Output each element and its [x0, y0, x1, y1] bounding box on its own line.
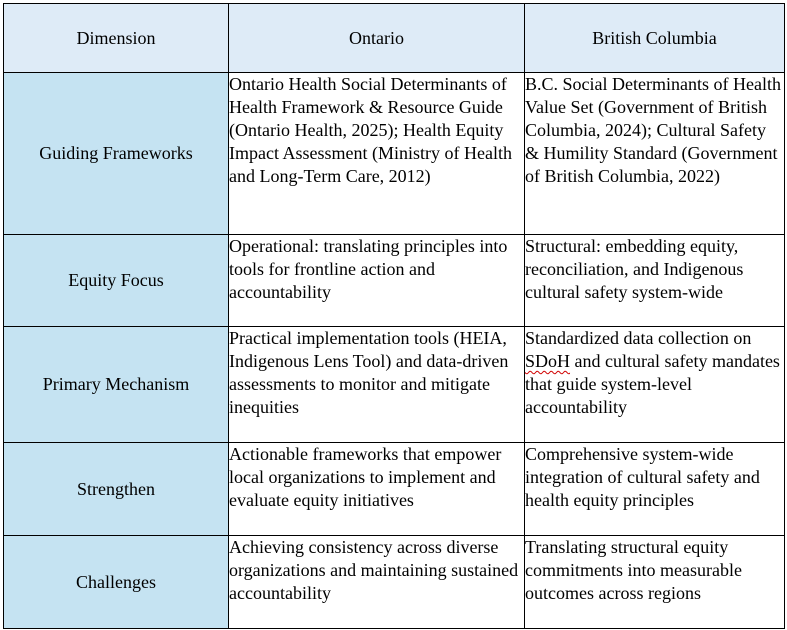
- header-british-columbia: British Columbia: [525, 4, 785, 73]
- table-row: [4, 327, 785, 443]
- dimension-cell: Guiding Frameworks: [4, 73, 229, 235]
- ontario-cell: Operational: translating principles into tools for frontline action and accountability: [229, 235, 525, 327]
- bc-cell: [525, 327, 785, 443]
- table-row: [4, 443, 785, 536]
- bc-cell: Structural: embedding equity, reconciliation, and Indigenous cultural safety system-wide: [525, 235, 785, 327]
- bc-cell-text-end: and cultural safety mandates that guide system-level accountability: [525, 351, 780, 417]
- ontario-cell: Achieving consistency across diverse organizations and maintaining sustained accountability: [229, 536, 525, 629]
- table-row: [4, 73, 785, 235]
- dimension-cell: Challenges: [4, 536, 229, 629]
- dimension-cell: Equity Focus: [4, 235, 229, 327]
- bc-cell-text-start: Standardized data collection on: [525, 328, 752, 348]
- bc-cell: Translating structural equity commitments into measurable outcomes across regions: [525, 536, 785, 629]
- bc-cell: B.C. Social Determinants of Health Value Set (Government of British Columbia, 2024); Cultural Safety & Humility Standard (Government of British Columbia, 2022): [525, 73, 785, 235]
- header-ontario: Ontario: [229, 4, 525, 73]
- bc-cell: Comprehensive system-wide integration of cultural safety and health equity principles: [525, 443, 785, 536]
- ontario-cell: Actionable frameworks that empower local organizations to implement and evaluate equity initiatives: [229, 443, 525, 536]
- header-row: [4, 4, 785, 73]
- table-row: [4, 536, 785, 629]
- ontario-cell: Ontario Health Social Determinants of Health Framework & Resource Guide (Ontario Health, 2025); Health Equity Impact Assessment (Ministry of Health and Long-Term Care, 2012): [229, 73, 525, 235]
- comparison-table: [3, 3, 785, 629]
- dimension-cell: Strengthen: [4, 443, 229, 536]
- header-dimension: Dimension: [4, 4, 229, 73]
- dimension-cell: Primary Mechanism: [4, 327, 229, 443]
- spellcheck-flagged-word: SDoH: [525, 351, 571, 371]
- ontario-cell: Practical implementation tools (HEIA, Indigenous Lens Tool) and data-driven assessments to monitor and mitigate inequities: [229, 327, 525, 443]
- table-row: [4, 235, 785, 327]
